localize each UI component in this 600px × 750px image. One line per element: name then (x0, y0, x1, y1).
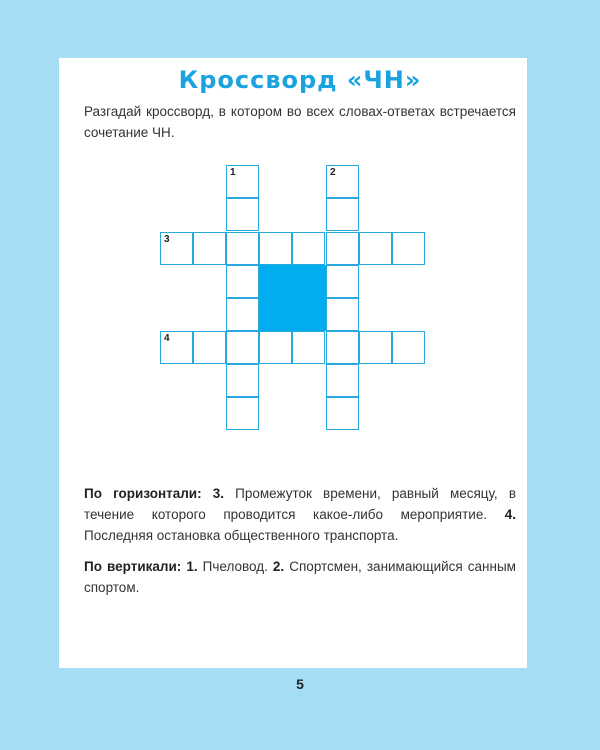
cell-h4-1[interactable] (160, 331, 193, 364)
clue-2-text: Спортсмен, занимающийся санным спортом. (84, 559, 516, 595)
clue-number-2: 2 (330, 167, 336, 178)
cell-h3-8[interactable] (392, 232, 425, 265)
cell-v1-1[interactable] (226, 165, 259, 198)
page-number: 5 (296, 676, 304, 692)
cell-h3-5[interactable] (292, 232, 325, 265)
cell-v2-5[interactable] (326, 298, 359, 331)
cell-v1-7[interactable] (226, 364, 259, 397)
cell-h4-5[interactable] (292, 331, 325, 364)
cell-v2-2[interactable] (326, 198, 359, 231)
clue-number-1: 1 (230, 167, 236, 178)
cell-h4-4[interactable] (259, 331, 292, 364)
clue-2-number: 2. (272, 559, 285, 574)
clue-number-3: 3 (164, 234, 170, 245)
clue-3-text: Промежуток времени, равный месяцу, в течение которого проводится какое-либо мероприятие. (84, 486, 516, 522)
cell-h4-2[interactable] (193, 331, 226, 364)
cell-h4-6[interactable] (326, 331, 359, 364)
center-filled-block (259, 265, 326, 331)
cell-v2-4[interactable] (326, 265, 359, 298)
cell-h3-3[interactable] (226, 232, 259, 265)
cell-v1-8[interactable] (226, 397, 259, 430)
clue-3-number: 3. (212, 486, 225, 501)
clue-4-number: 4. (504, 507, 516, 522)
clue-number-4: 4 (164, 333, 170, 344)
horizontal-clues (84, 483, 516, 546)
cell-h4-3[interactable] (226, 331, 259, 364)
cell-h3-6[interactable] (326, 232, 359, 265)
cell-h3-7[interactable] (359, 232, 392, 265)
cell-h3-4[interactable] (259, 232, 292, 265)
page-title: Кроссворд «ЧН» (178, 66, 422, 94)
cell-h4-7[interactable] (359, 331, 392, 364)
cell-v2-7[interactable] (326, 364, 359, 397)
clue-4-text: Последняя остановка общественного транспорта. (84, 528, 399, 543)
cell-v1-2[interactable] (226, 198, 259, 231)
cell-v2-8[interactable] (326, 397, 359, 430)
cell-h4-8[interactable] (392, 331, 425, 364)
clue-1-text: Пчеловод. (202, 559, 268, 574)
cell-v1-5[interactable] (226, 298, 259, 331)
clue-1-number: 1. (186, 559, 198, 574)
intro-text: Разгадай кроссворд, в котором во всех словах-ответах встречается сочетание ЧН. (84, 104, 516, 140)
cell-h3-2[interactable] (193, 232, 226, 265)
horizontal-heading: По горизонтали: (84, 486, 202, 501)
cell-h3-1[interactable] (160, 232, 193, 265)
vertical-heading: По вертикали: (84, 559, 182, 574)
cell-v2-1[interactable] (326, 165, 359, 198)
vertical-clues (84, 556, 516, 598)
cell-v1-4[interactable] (226, 265, 259, 298)
